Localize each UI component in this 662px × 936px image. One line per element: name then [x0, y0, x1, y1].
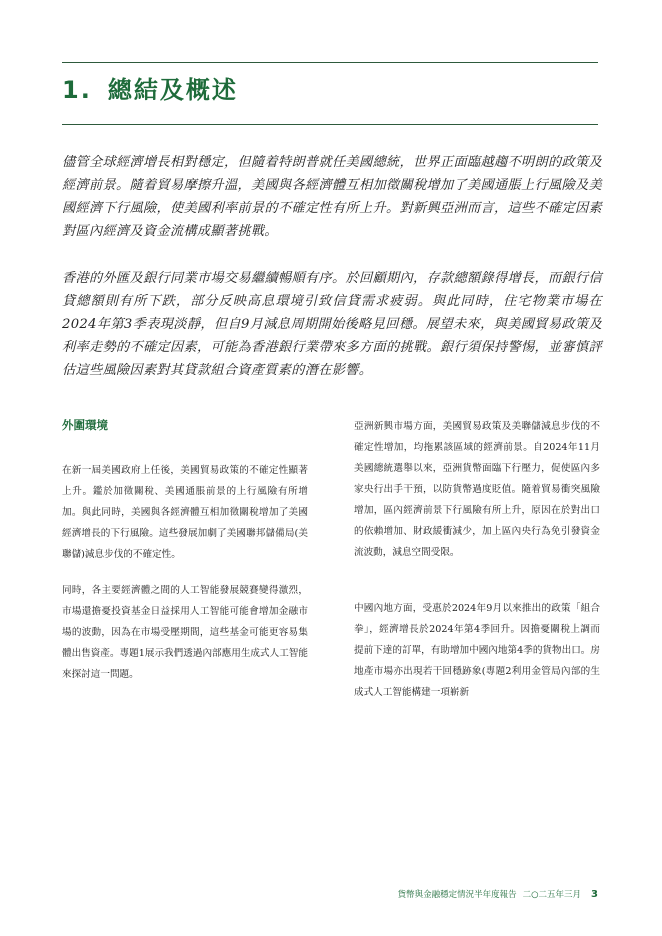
right-column-paragraph-1: 亞洲新興市場方面，美國貿易政策及美聯儲減息步伐的不確定性增加，均拖累該區域的經濟前景。自2024年11月美國總統選舉以來，亞洲貨幣面臨下行壓力，促使區內多家央行出手干預，以防貨幣過度貶值。隨着貿易衝突風險增加，區內經濟前景下行風險有所上升，原因在於對出口的依賴增加、財政緩衝減少，加上區內央行為免引發資金流波動，減息空間受限。 — [354, 421, 600, 558]
heading-bottom-rule — [62, 124, 598, 125]
left-column-paragraph-2: 同時，各主要經濟體之間的人工智能發展競賽變得激烈，市場還擔憂投資基金日益採用人工智能可能會增加金融市場的波動，因為在市場受壓期間，這些基金可能更容易集體出售資產。專題1展示我們透過內部應用生成式人工智能來探討這一問題。 — [62, 585, 308, 680]
intro-paragraph-2: 香港的外匯及銀行同業市場交易繼續暢順有序。於回顧期內，存款總額錄得增長，而銀行信貸總額則有所下跌，部分反映高息環境引致信貸需求疲弱。與此同時，住宅物業市場在2024年第3季表現淡靜，但自9月減息周期開始後略見回穩。展望未來，與美國貿易政策及利率走勢的不確定因素，可能為香港銀行業帶來多方面的挑戰。銀行須保持警惕，並審慎評估這些風險因素對其貸款組合資產質素的潛在影響。 — [62, 271, 602, 378]
right-column-paragraph-2: 中國內地方面，受惠於2024年9月以來推出的政策「組合拳」，經濟增長於2024年第4季回升。因擔憂關稅上調而提前下達的訂單，有助增加中國內地第4季的貨物出口。房地產市場亦出現若干回穩跡象(專題2利用金管局內部的生成式人工智能構建一項嶄新 — [354, 603, 600, 698]
left-column-paragraph-1: 在新一屆美國政府上任後，美國貿易政策的不確定性顯著上升。鑑於加徵關稅、美國通脹前景的上行風險有所增加。與此同時，美國與各經濟體互相加徵關稅增加了美國經濟增長的下行風險。這些發展加劇了美國聯邦儲備局(美聯儲)減息步伐的不確定性。 — [62, 465, 308, 560]
footer-report-title: 貨幣與金融穩定情況半年度報告 — [397, 890, 517, 900]
section-heading — [62, 70, 238, 105]
page-number: 3 — [591, 889, 598, 900]
section-title: 總結及概述 — [107, 76, 238, 104]
subsection-heading: 外圍環境 — [62, 418, 108, 432]
page-footer — [398, 888, 598, 900]
top-rule — [62, 62, 598, 63]
intro-paragraph-1: 儘管全球經濟增長相對穩定，但隨着特朗普就任美國總統，世界正面臨越趨不明朗的政策及經濟前景。隨着貿易摩擦升溫，美國與各經濟體互相加徵關稅增加了美國通脹上行風險及美國經濟下行風險，使美國利率前景的不確定性有所上升。對新興亞洲而言，這些不確定因素對區內經濟及資金流構成顯著挑戰。 — [62, 155, 602, 239]
section-number: 1. — [62, 76, 92, 104]
footer-date: 二○二五年三月 — [522, 890, 582, 900]
